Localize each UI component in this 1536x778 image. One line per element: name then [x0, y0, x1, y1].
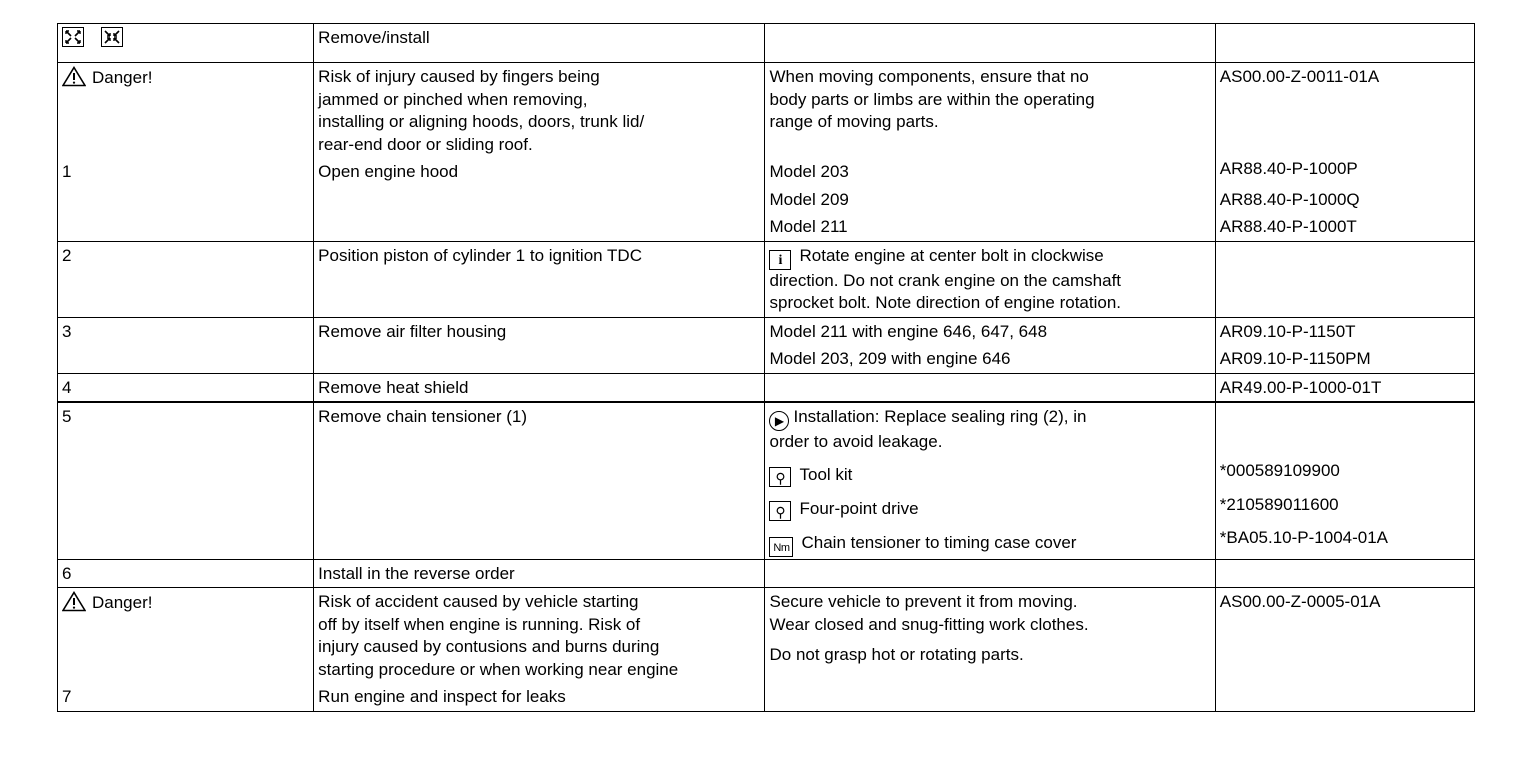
- table-row-step-7: [58, 683, 1475, 711]
- danger-label: Danger!: [92, 593, 153, 612]
- step-text: Run engine and inspect for leaks: [314, 683, 765, 711]
- step-number: 7: [58, 683, 314, 711]
- table-row-step-3: [58, 317, 1475, 373]
- table-row-step-5: [58, 402, 1475, 559]
- table-row-step-6: [58, 559, 1475, 588]
- danger-label: Danger!: [92, 68, 153, 87]
- step-text: Remove air filter housing: [314, 317, 765, 373]
- step-info: i Rotate engine at center bolt in clockwise direction. Do not crank engine on the camshaft sprocket bolt. Note direction of engine rotation.: [765, 241, 1215, 317]
- danger-measure-text: Secure vehicle to prevent it from moving. Wear closed and snug-fitting work clothes. Do not grasp hot or rotating parts.: [765, 588, 1215, 684]
- table-row-step-2: [58, 241, 1475, 317]
- info-icon: i: [769, 250, 791, 270]
- installation-note-icon: ▶: [769, 411, 789, 431]
- step-number: 3: [58, 317, 314, 373]
- step-text: Open engine hood: [314, 158, 765, 241]
- tool-icon: ⚲: [769, 501, 791, 521]
- step-number: 6: [58, 559, 314, 588]
- install-icon: [101, 27, 123, 47]
- table-row-danger-2: [58, 588, 1475, 684]
- warning-triangle-icon: [62, 591, 86, 612]
- danger-risk-text: Risk of accident caused by vehicle starting off by itself when engine is running. Risk of injury caused by contusions and burns during starting procedure or when working near engine: [314, 588, 765, 684]
- remove-icon: [62, 27, 84, 47]
- header-title: Remove/install: [314, 24, 765, 63]
- step-number: 4: [58, 373, 314, 402]
- step-text: Remove chain tensioner (1): [314, 402, 765, 559]
- step-references: AR88.40-P-1000P AR88.40-P-1000Q AR88.40-P-1000T: [1215, 158, 1474, 241]
- torque-nm-icon: Nm: [769, 537, 793, 557]
- step-number: 1: [58, 158, 314, 241]
- danger-risk-text: Risk of injury caused by fingers being jammed or pinched when removing, installing or aligning hoods, doors, trunk lid/ rear-end door or sliding roof.: [314, 63, 765, 159]
- procedure-table: [57, 23, 1475, 712]
- step-number: 5: [58, 402, 314, 559]
- step-text: Position piston of cylinder 1 to ignition TDC: [314, 241, 765, 317]
- remove-install-icons: [58, 24, 314, 63]
- table-row-header: [58, 24, 1475, 63]
- step-text: Remove heat shield: [314, 373, 765, 402]
- step-notes: Model 203 Model 209 Model 211: [765, 158, 1215, 241]
- step-text: Install in the reverse order: [314, 559, 765, 588]
- danger-reference[interactable]: AS00.00-Z-0011-01A: [1215, 63, 1474, 159]
- step-number: 2: [58, 241, 314, 317]
- table-row-step-4: [58, 373, 1475, 402]
- step-references: AR09.10-P-1150T AR09.10-P-1150PM: [1215, 317, 1474, 373]
- warning-triangle-icon: [62, 66, 86, 87]
- table-row-danger-1: [58, 63, 1475, 159]
- step-reference[interactable]: AR49.00-P-1000-01T: [1215, 373, 1474, 402]
- step-references: *000589109900 *210589011600 *BA05.10-P-1004-01A: [1215, 402, 1474, 559]
- danger-reference[interactable]: AS00.00-Z-0005-01A: [1215, 588, 1474, 684]
- danger-measure-text: When moving components, ensure that no body parts or limbs are within the operating range of moving parts.: [765, 63, 1215, 159]
- step-notes: Model 211 with engine 646, 647, 648 Model 203, 209 with engine 646: [765, 317, 1215, 373]
- step-installation-notes: ▶ Installation: Replace sealing ring (2), in order to avoid leakage. ⚲ Tool kit ⚲ Four-point drive Nm Chain tensioner to timing case cover: [765, 402, 1215, 559]
- table-row-step-1: [58, 158, 1475, 241]
- tool-icon: ⚲: [769, 467, 791, 487]
